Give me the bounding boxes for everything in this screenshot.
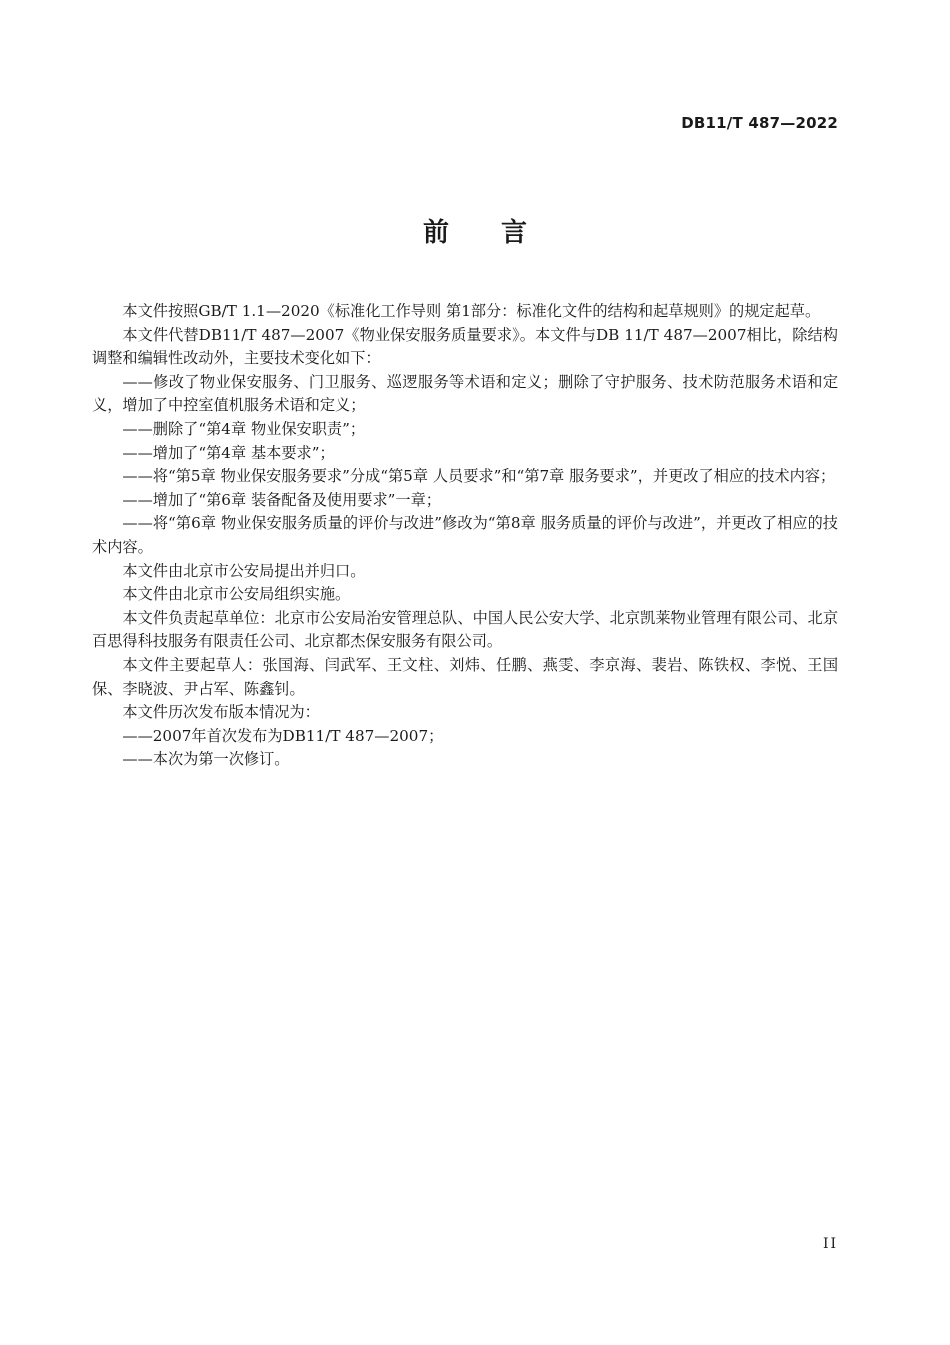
paragraph: ——删除了“第4章 物业保安职责”； [122, 419, 366, 438]
paragraph: ——本次为第一次修订。 [122, 750, 290, 769]
page-number: II [822, 1236, 838, 1252]
paragraph: 本文件代替DB11/T 487—2007《物业保安服务质量要求》。本文件与DB 11/T 487—2007相比，除结构调整和编辑性改动外，主要技术变化如下： [92, 325, 838, 368]
paragraph: ——将“第6章 物业保安服务质量的评价与改进”修改为“第8章 服务质量的评价与改进”，并更改了相应的技术内容。 [92, 514, 838, 556]
paragraph: ——将“第5章 物业保安服务要求”分成“第5章 人员要求”和“第7章 服务要求”，并更改了相应的技术内容； [122, 467, 836, 486]
paragraph: ——修改了物业保安服务、门卫服务、巡逻服务等术语和定义；删除了守护服务、技术防范服务术语和定义，增加了中控室值机服务术语和定义； [92, 372, 838, 415]
paragraph: 本文件按照GB/T 1.1—2020《标准化工作导则 第1部分：标准化文件的结构和起草规则》的规定起草。 [122, 302, 821, 320]
paragraph: ——增加了“第6章 装备配备及使用要求”一章； [122, 490, 441, 509]
paragraph: ——2007年首次发布为DB11/T 487—2007； [122, 726, 444, 745]
paragraph: 本文件由北京市公安局组织实施。 [122, 585, 351, 604]
paragraph: ——增加了“第4章 基本要求”； [122, 443, 335, 462]
paragraph: 本文件主要起草人：张国海、闫武军、王文柱、刘炜、任鹏、燕雯、李京海、裴岩、陈铁权、李悦、王国保、李晓波、尹占军、陈鑫钊。 [92, 655, 838, 698]
document-code: DB11/T 487—2022 [681, 114, 838, 132]
foreword-body [92, 300, 838, 772]
paragraph: 本文件由北京市公安局提出并归口。 [122, 561, 366, 580]
paragraph: 本文件负责起草单位：北京市公安局治安管理总队、中国人民公安大学、北京凯莱物业管理有限公司、北京百思得科技服务有限责任公司、北京都杰保安服务有限公司。 [92, 608, 838, 651]
paragraph: 本文件历次发布版本情况为： [122, 703, 320, 722]
page-title: 前言 [422, 218, 579, 248]
